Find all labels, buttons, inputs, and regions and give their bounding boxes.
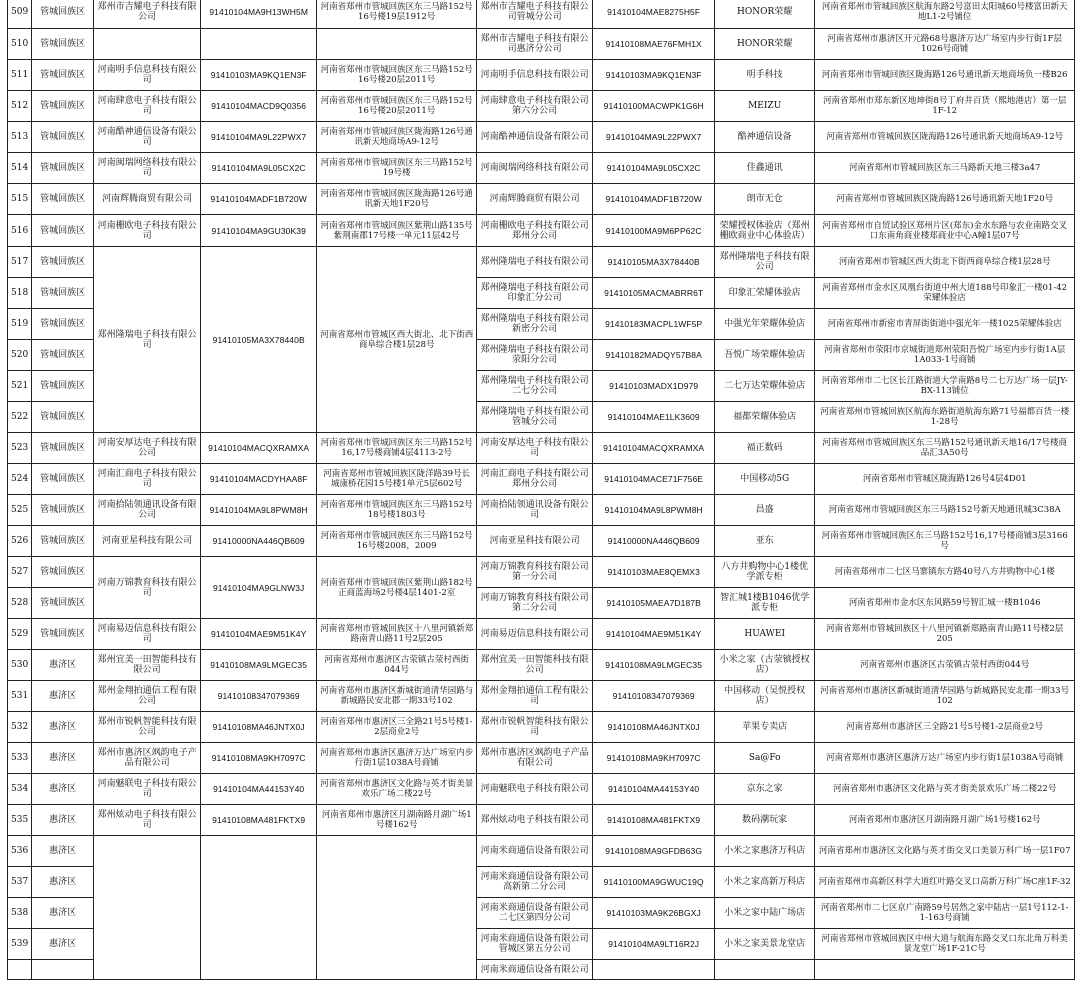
credit-code-cell: 91410104MA9GU30K39 (201, 215, 317, 247)
row-number-cell: 539 (8, 929, 32, 960)
branch-credit-code-cell: 91410100MACWPK1G6H (593, 91, 715, 122)
branch-credit-code-cell: 91410104MA44153Y40 (593, 774, 715, 805)
branch-credit-code-cell: 91410105MACMABRR6T (593, 278, 715, 309)
store-address-cell: 河南省郑州市管城回族区陇海路126号通讯新天地商场负一楼B26 (815, 60, 1075, 91)
row-number-cell: 522 (8, 402, 32, 433)
row-number-cell: 537 (8, 867, 32, 898)
store-address-cell: 河南省郑州市管城回族区中州大道与航海东路交叉口东北角万科美景龙堂广场1F-21C号 (815, 929, 1075, 960)
registered-address-cell: 河南省郑州市管城回族区东三马路152号18号楼1803号 (317, 495, 477, 526)
store-address-cell: 河南省郑州市自贸试验区郑州片区(郑东)金水东路与农业南路交叉口东南角商业楼郑商业中心A幢1层07号 (815, 215, 1075, 247)
store-sign-cell: 吾悦广场荣耀体验店 (715, 340, 815, 371)
row-number-cell: 527 (8, 557, 32, 588)
row-number-cell: 518 (8, 278, 32, 309)
company-name-cell: 郑州隆瑞电子科技有限公司 (94, 247, 201, 433)
district-cell: 管城回族区 (32, 557, 94, 588)
store-address-cell: 河南省郑州市管城回族区东三马路152号新天地通讯城3C38A (815, 495, 1075, 526)
row-number-cell: 531 (8, 681, 32, 712)
store-address-cell: 河南省郑州市荥阳市京城街道郑州荥阳吾悦广场室内步行街1A层1A033-1号商铺 (815, 340, 1075, 371)
company-name-cell: 河南辉腾商贸有限公司 (94, 184, 201, 215)
store-address-cell: 河南省郑州市管城回族区东三马路152号通讯新天地16/17号楼商品汇3A50号 (815, 433, 1075, 464)
row-number-cell: 536 (8, 836, 32, 867)
store-sign-cell: 小米之家惠济万科店 (715, 836, 815, 867)
district-cell: 管城回族区 (32, 153, 94, 184)
store-address-cell: 河南省郑州市管城回族区东三马路152号16,17号楼商铺3层3166号 (815, 526, 1075, 557)
branch-credit-code-cell: 91410104MAE8275H5F (593, 0, 715, 29)
company-name-cell: 河南万锦教育科技有限公司 (94, 557, 201, 619)
table-row (8, 526, 1075, 557)
branch-name-cell: 河南辉腾商贸有限公司 (477, 184, 593, 215)
credit-code-cell: 91410000NA446QB609 (201, 526, 317, 557)
registered-address-cell: 河南省郑州市管城回族区东三马路152号16号楼20层2011号 (317, 60, 477, 91)
branch-name-cell: 郑州市吉耀电子科技有限公司管城分公司 (477, 0, 593, 29)
credit-code-cell: 91410104MAE9M51K4Y (201, 619, 317, 650)
district-cell: 管城回族区 (32, 309, 94, 340)
credit-code-cell: 91410104MACDYHAA8F (201, 464, 317, 495)
row-number-cell: 511 (8, 60, 32, 91)
branch-name-cell: 郑州隆瑞电子科技有限公司荥阳分公司 (477, 340, 593, 371)
company-name-cell (94, 29, 201, 60)
branch-name-cell: 河南安厚达电子科技有限公司 (477, 433, 593, 464)
district-cell: 惠济区 (32, 650, 94, 681)
company-name-cell: 河南安厚达电子科技有限公司 (94, 433, 201, 464)
store-address-cell: 河南省郑州市管城回族区航海东路2号富田太阳城60号楼富田新天地L1-2号铺位 (815, 0, 1075, 29)
table-row (8, 29, 1075, 60)
registered-address-cell: 河南省郑州市管城回族区东三马路152号19号楼 (317, 153, 477, 184)
branch-name-cell: 河南米商通信设备有限公司管城区第五分公司 (477, 929, 593, 960)
district-cell: 管城回族区 (32, 278, 94, 309)
row-number-cell: 525 (8, 495, 32, 526)
branch-credit-code-cell: 91410105MAEA7D187B (593, 588, 715, 619)
store-sign-cell (715, 960, 815, 980)
store-sign-cell: 郑州隆瑞电子科技有限公司 (715, 247, 815, 278)
district-cell: 惠济区 (32, 929, 94, 960)
registered-address-cell: 河南省郑州市惠济区三全路21号5号楼1-2层商业2号 (317, 712, 477, 743)
table-row (8, 774, 1075, 805)
registered-address-cell (317, 836, 477, 980)
store-address-cell: 河南省郑州市管城回族区陇海路126号通讯新天地商场A9-12号 (815, 122, 1075, 153)
credit-code-cell: 91410104MA9L8PWM8H (201, 495, 317, 526)
store-sign-cell: 京东之家 (715, 774, 815, 805)
credit-code-cell (201, 836, 317, 980)
credit-code-cell: 91410104MACQXRAMXA (201, 433, 317, 464)
registered-address-cell: 河南省郑州市管城回族区东三马路152号16号楼19层1912号 (317, 0, 477, 29)
store-address-cell: 河南省郑州市惠济区开元路68号惠济万达广场室内步行街1F层1026号商铺 (815, 29, 1075, 60)
district-cell: 管城回族区 (32, 215, 94, 247)
row-number-cell: 534 (8, 774, 32, 805)
table-row (8, 60, 1075, 91)
branch-credit-code-cell: 91410182MADQY57B8A (593, 340, 715, 371)
table-row (8, 184, 1075, 215)
branch-name-cell: 郑州市惠济区飒韵电子产品有限公司 (477, 743, 593, 774)
table-row (8, 619, 1075, 650)
table-row (8, 681, 1075, 712)
row-number-cell: 519 (8, 309, 32, 340)
branch-credit-code-cell: 91410104MA9L05CX2C (593, 153, 715, 184)
credit-code-cell: 91410108MA481FKTX9 (201, 805, 317, 836)
store-address-cell: 河南省郑州市新密市青屏街街道中强光年一楼1025荣耀体验店 (815, 309, 1075, 340)
company-name-cell: 河南汇商电子科技有限公司 (94, 464, 201, 495)
store-sign-cell: Sa@Fo (715, 743, 815, 774)
store-address-cell: 河南省郑州市惠济区古荥镇古荥村西街044号 (815, 650, 1075, 681)
branch-name-cell: 河南万锦教育科技有限公司第二分公司 (477, 588, 593, 619)
credit-code-cell: 91410104MA9L05CX2C (201, 153, 317, 184)
table-row (8, 495, 1075, 526)
branch-name-cell: 郑州隆瑞电子科技有限公司 (477, 247, 593, 278)
store-sign-cell: 智汇城1楼B1046优学派专柜 (715, 588, 815, 619)
registered-address-cell: 河南省郑州市惠济区文化路与英才街美景欢乐广场二楼22号 (317, 774, 477, 805)
store-sign-cell: HUAWEI (715, 619, 815, 650)
store-address-cell: 河南省郑州市二七区长江路街道大学南路8号二七万达广场一层JY-BX-113铺位 (815, 371, 1075, 402)
branch-name-cell: 河南明手信息科技有限公司 (477, 60, 593, 91)
row-number-cell: 521 (8, 371, 32, 402)
store-sign-cell: 明手科技 (715, 60, 815, 91)
district-cell: 管城回族区 (32, 29, 94, 60)
table-row (8, 0, 1075, 29)
store-sign-cell: 荣耀授权体验店（郑州栅欧商业中心体验店） (715, 215, 815, 247)
credit-code-cell: 91410104MADF1B720W (201, 184, 317, 215)
company-name-cell: 郑州金翔拍通信工程有限公司 (94, 681, 201, 712)
branch-credit-code-cell: 91410000NA446QB609 (593, 526, 715, 557)
table-body (8, 0, 1075, 980)
store-address-cell: 河南省郑州市管城回族区航海东路街道航海东路71号福都百货一楼1-28号 (815, 402, 1075, 433)
store-sign-cell: 数码潮玩家 (715, 805, 815, 836)
store-list-table (7, 0, 1075, 980)
district-cell: 管城回族区 (32, 526, 94, 557)
store-sign-cell: MEIZU (715, 91, 815, 122)
store-sign-cell: 小米之家（古荥镇授权店） (715, 650, 815, 681)
credit-code-cell: 91410108MA9LMGEC35 (201, 650, 317, 681)
branch-name-cell: 河南易迈信息科技有限公司 (477, 619, 593, 650)
store-sign-cell: 酷神通信设备 (715, 122, 815, 153)
company-name-cell: 河南明手信息科技有限公司 (94, 60, 201, 91)
row-number-cell: 538 (8, 898, 32, 929)
row-number-cell: 510 (8, 29, 32, 60)
branch-name-cell: 郑州隆瑞电子科技有限公司新密分公司 (477, 309, 593, 340)
credit-code-cell: 91410105MA3X78440B (201, 247, 317, 433)
district-cell: 管城回族区 (32, 464, 94, 495)
district-cell: 管城回族区 (32, 91, 94, 122)
branch-credit-code-cell: 91410104MACQXRAMXA (593, 433, 715, 464)
credit-code-cell: 91410104MA44153Y40 (201, 774, 317, 805)
registered-address-cell: 河南省郑州市管城回族区紫荆山路135号紫荆南郡17号楼一单元11层42号 (317, 215, 477, 247)
row-number-cell: 529 (8, 619, 32, 650)
store-address-cell: 河南省郑州市惠济区新城街道清华园路与新城路民安北郡一期33号102 (815, 681, 1075, 712)
company-name-cell: 河南亚星科技有限公司 (94, 526, 201, 557)
store-address-cell: 河南省郑州市惠济区月湖南路月湖广场1号楼162号 (815, 805, 1075, 836)
branch-name-cell: 河南亚星科技有限公司 (477, 526, 593, 557)
row-number-cell: 535 (8, 805, 32, 836)
branch-credit-code-cell: 91410103MA9KQ1EN3F (593, 60, 715, 91)
row-number-cell (8, 960, 32, 980)
credit-code-cell (201, 29, 317, 60)
store-sign-cell: 中国移动5G (715, 464, 815, 495)
district-cell: 管城回族区 (32, 340, 94, 371)
branch-name-cell: 河南米商通信设备有限公司二七区第四分公司 (477, 898, 593, 929)
district-cell: 惠济区 (32, 681, 94, 712)
company-name-cell: 河南栅欧电子科技有限公司 (94, 215, 201, 247)
table-row (8, 153, 1075, 184)
branch-credit-code-cell: 91410108MAE76FMH1X (593, 29, 715, 60)
row-number-cell: 509 (8, 0, 32, 29)
row-number-cell: 532 (8, 712, 32, 743)
branch-credit-code-cell: 91410100MA9GWUC19Q (593, 867, 715, 898)
district-cell: 惠济区 (32, 867, 94, 898)
company-name-cell: 郑州炫动电子科技有限公司 (94, 805, 201, 836)
table-row (8, 557, 1075, 588)
branch-name-cell: 河南万锦教育科技有限公司第一分公司 (477, 557, 593, 588)
district-cell: 管城回族区 (32, 247, 94, 278)
store-address-cell (815, 960, 1075, 980)
credit-code-cell: 91410108347079369 (201, 681, 317, 712)
row-number-cell: 513 (8, 122, 32, 153)
registered-address-cell: 河南省郑州市管城回族区东三马路152号16号楼20层2011号 (317, 91, 477, 122)
store-sign-cell: 八方井购物中心1楼优学派专柜 (715, 557, 815, 588)
branch-credit-code-cell (593, 960, 715, 980)
store-address-cell: 河南省郑州市二七区京广南路59号居然之家中陆店一层1号112-1-1-163号商铺 (815, 898, 1075, 929)
store-sign-cell: 佳鑫通讯 (715, 153, 815, 184)
branch-name-cell: 郑州宜美一田智能科技有限公司 (477, 650, 593, 681)
credit-code-cell: 91410108MA9KH7097C (201, 743, 317, 774)
store-address-cell: 河南省郑州市管城回族区东三马路新天地三楼3a47 (815, 153, 1075, 184)
table-row (8, 122, 1075, 153)
company-name-cell: 郑州市惠济区飒韵电子产品有限公司 (94, 743, 201, 774)
table-row (8, 650, 1075, 681)
registered-address-cell: 河南省郑州市管城区西大街北、北下街西商阜综合楼1层28号 (317, 247, 477, 433)
branch-credit-code-cell: 91410108MA9LMGEC35 (593, 650, 715, 681)
branch-name-cell: 河南汇商电子科技有限公司郑州分公司 (477, 464, 593, 495)
branch-credit-code-cell: 91410104MADF1B720W (593, 184, 715, 215)
branch-name-cell: 河南拾陆领通讯设备有限公司 (477, 495, 593, 526)
registered-address-cell: 河南省郑州市惠济区惠济万达广场室内步行街1层1038A号商铺 (317, 743, 477, 774)
district-cell: 管城回族区 (32, 0, 94, 29)
branch-name-cell: 河南米商通信设备有限公司高新第二分公司 (477, 867, 593, 898)
table-row (8, 836, 1075, 867)
store-sign-cell: 小米之家美景龙堂店 (715, 929, 815, 960)
branch-name-cell: 郑州市吉耀电子科技有限公司惠济分公司 (477, 29, 593, 60)
branch-name-cell: 河南魅联电子科技有限公司 (477, 774, 593, 805)
row-number-cell: 517 (8, 247, 32, 278)
company-name-cell: 河南肆意电子科技有限公司 (94, 91, 201, 122)
branch-credit-code-cell: 91410104MA9L8PWM8H (593, 495, 715, 526)
row-number-cell: 512 (8, 91, 32, 122)
branch-name-cell: 河南肆意电子科技有限公司第六分公司 (477, 91, 593, 122)
branch-name-cell: 河南酷神通信设备有限公司 (477, 122, 593, 153)
branch-name-cell: 河南栅欧电子科技有限公司郑州分公司 (477, 215, 593, 247)
branch-name-cell: 郑州隆瑞电子科技有限公司管城分公司 (477, 402, 593, 433)
store-sign-cell: 福正数码 (715, 433, 815, 464)
district-cell: 惠济区 (32, 805, 94, 836)
store-address-cell: 河南省郑州市惠济区惠济万达广场室内步行街1层1038A号商铺 (815, 743, 1075, 774)
store-sign-cell: 印象汇荣耀体验店 (715, 278, 815, 309)
store-sign-cell: HONOR荣耀 (715, 0, 815, 29)
table-row (8, 91, 1075, 122)
registered-address-cell: 河南省郑州市惠济区古荥镇古荥村西街044号 (317, 650, 477, 681)
district-cell: 管城回族区 (32, 402, 94, 433)
branch-credit-code-cell: 91410104MA9L22PWX7 (593, 122, 715, 153)
store-sign-cell: 中强光年荣耀体验店 (715, 309, 815, 340)
company-name-cell (94, 836, 201, 980)
store-sign-cell: 苹果专卖店 (715, 712, 815, 743)
row-number-cell: 523 (8, 433, 32, 464)
branch-credit-code-cell: 91410108MA46JNTX0J (593, 712, 715, 743)
district-cell: 惠济区 (32, 898, 94, 929)
company-name-cell: 河南易迈信息科技有限公司 (94, 619, 201, 650)
branch-credit-code-cell: 91410104MACE71F756E (593, 464, 715, 495)
registered-address-cell: 河南省郑州市管城回族区陇洋路39号长城康桥花园15号楼1单元5层602号 (317, 464, 477, 495)
table-row (8, 712, 1075, 743)
table-row (8, 743, 1075, 774)
store-sign-cell: 朗市无仓 (715, 184, 815, 215)
credit-code-cell: 91410104MACD9Q0356 (201, 91, 317, 122)
branch-name-cell: 郑州金翔拍通信工程有限公司 (477, 681, 593, 712)
registered-address-cell (317, 29, 477, 60)
registered-address-cell: 河南省郑州市管城回族区陇海路126号通讯新天地1F20号 (317, 184, 477, 215)
store-address-cell: 河南省郑州市金水区东风路59号智汇城一楼B1046 (815, 588, 1075, 619)
district-cell: 惠济区 (32, 743, 94, 774)
store-sign-cell: 二七万达荣耀体验店 (715, 371, 815, 402)
branch-name-cell: 郑州隆瑞电子科技有限公司二七分公司 (477, 371, 593, 402)
branch-credit-code-cell: 91410108MA9GFDB63G (593, 836, 715, 867)
credit-code-cell: 91410104MA9L22PWX7 (201, 122, 317, 153)
store-address-cell: 河南省郑州市惠济区文化路与英才街美景欢乐广场二楼22号 (815, 774, 1075, 805)
credit-code-cell: 91410108MA46JNTX0J (201, 712, 317, 743)
district-cell: 管城回族区 (32, 619, 94, 650)
row-number-cell: 514 (8, 153, 32, 184)
row-number-cell: 526 (8, 526, 32, 557)
credit-code-cell: 91410103MA9KQ1EN3F (201, 60, 317, 91)
district-cell: 管城回族区 (32, 588, 94, 619)
branch-credit-code-cell: 91410103MADX1D979 (593, 371, 715, 402)
table-row (8, 433, 1075, 464)
district-cell: 管城回族区 (32, 122, 94, 153)
store-address-cell: 河南省郑州市金水区凤凰台街道中州大道188号印象汇一楼01-42荣耀体验店 (815, 278, 1075, 309)
store-address-cell: 河南省郑州市管城回族区十八里河镇新郑路南青山路11号楼2层205 (815, 619, 1075, 650)
store-sign-cell: 中国移动（吴悦授权店） (715, 681, 815, 712)
branch-name-cell: 郑州市锐帆智能科技有限公司 (477, 712, 593, 743)
store-sign-cell: 昌盛 (715, 495, 815, 526)
row-number-cell: 520 (8, 340, 32, 371)
registered-address-cell: 河南省郑州市惠济区新城街道清华园路与新城路民安北郡一期33号102 (317, 681, 477, 712)
branch-credit-code-cell: 91410100MA9M6PP62C (593, 215, 715, 247)
district-cell: 惠济区 (32, 836, 94, 867)
district-cell: 管城回族区 (32, 60, 94, 91)
branch-name-cell: 河南闽瑞网络科技有限公司 (477, 153, 593, 184)
row-number-cell: 524 (8, 464, 32, 495)
company-name-cell: 郑州市吉耀电子科技有限公司 (94, 0, 201, 29)
store-sign-cell: 福都荣耀体验店 (715, 402, 815, 433)
branch-credit-code-cell: 91410104MA9LT16R2J (593, 929, 715, 960)
store-address-cell: 河南省郑州市高新区科学大道红叶路交叉口高新万科广场C座1F-32 (815, 867, 1075, 898)
branch-credit-code-cell: 91410108347079369 (593, 681, 715, 712)
credit-code-cell: 91410104MA9H13WH5M (201, 0, 317, 29)
store-sign-cell: 小米之家高新万科店 (715, 867, 815, 898)
table-row (8, 805, 1075, 836)
branch-name-cell: 郑州隆瑞电子科技有限公司印象汇分公司 (477, 278, 593, 309)
registered-address-cell: 河南省郑州市惠济区月湖南路月湖广场1号楼162号 (317, 805, 477, 836)
store-address-cell: 河南省郑州市惠济区文化路与英才街交叉口美景万科广场一层1F07 (815, 836, 1075, 867)
store-address-cell: 河南省郑州市惠济区三全路21号5号楼1-2层商业2号 (815, 712, 1075, 743)
branch-credit-code-cell: 91410108MA9KH7097C (593, 743, 715, 774)
branch-credit-code-cell: 91410183MACPL1WF5P (593, 309, 715, 340)
company-name-cell: 河南闽瑞网络科技有限公司 (94, 153, 201, 184)
registered-address-cell: 河南省郑州市管城回族区十八里河镇新郑路南青山路11号2层205 (317, 619, 477, 650)
district-cell (32, 960, 94, 980)
district-cell: 管城回族区 (32, 184, 94, 215)
branch-credit-code-cell: 91410108MA481FKTX9 (593, 805, 715, 836)
district-cell: 管城回族区 (32, 371, 94, 402)
branch-credit-code-cell: 91410103MAE8QEMX3 (593, 557, 715, 588)
branch-credit-code-cell: 91410105MA3X78440B (593, 247, 715, 278)
company-name-cell: 郑州市锐帆智能科技有限公司 (94, 712, 201, 743)
branch-credit-code-cell: 91410104MAE1LK3609 (593, 402, 715, 433)
branch-name-cell: 河南米商通信设备有限公司 (477, 960, 593, 980)
company-name-cell: 河南魅联电子科技有限公司 (94, 774, 201, 805)
branch-name-cell: 河南米商通信设备有限公司 (477, 836, 593, 867)
store-sign-cell: 小米之家中陆广场店 (715, 898, 815, 929)
table-row (8, 464, 1075, 495)
credit-code-cell: 91410104MA9GLNW3J (201, 557, 317, 619)
district-cell: 管城回族区 (32, 495, 94, 526)
registered-address-cell: 河南省郑州市管城回族区东三马路152号16,17号楼商铺4层4113-2号 (317, 433, 477, 464)
store-address-cell: 河南省郑州市管城区陇海路126号4层4D01 (815, 464, 1075, 495)
row-number-cell: 528 (8, 588, 32, 619)
registered-address-cell: 河南省郑州市管城回族区东三马路152号16号楼2008，2009 (317, 526, 477, 557)
row-number-cell: 516 (8, 215, 32, 247)
registered-address-cell: 河南省郑州市管城回族区陇海路126号通讯新天地商场A9-12号 (317, 122, 477, 153)
store-address-cell: 河南省郑州市管城回族区陇海路126号通讯新天地1F20号 (815, 184, 1075, 215)
branch-name-cell: 郑州炫动电子科技有限公司 (477, 805, 593, 836)
store-address-cell: 河南省郑州市二七区马寨镇东方路40号八方井购物中心1楼 (815, 557, 1075, 588)
district-cell: 惠济区 (32, 774, 94, 805)
registered-address-cell: 河南省郑州市管城回族区紫荆山路182号正商蓝海场2号楼4层1401-2室 (317, 557, 477, 619)
store-sign-cell: 亚东 (715, 526, 815, 557)
company-name-cell: 河南拾陆领通讯设备有限公司 (94, 495, 201, 526)
store-sign-cell: HONOR荣耀 (715, 29, 815, 60)
row-number-cell: 530 (8, 650, 32, 681)
row-number-cell: 533 (8, 743, 32, 774)
store-address-cell: 河南省郑州市郑东新区地坤街8号丁府井百货（熙地港店）第一层1F-12 (815, 91, 1075, 122)
branch-credit-code-cell: 91410104MAE9M51K4Y (593, 619, 715, 650)
table-row (8, 215, 1075, 247)
district-cell: 惠济区 (32, 712, 94, 743)
table-row (8, 247, 1075, 278)
branch-credit-code-cell: 91410103MA9K26BGXJ (593, 898, 715, 929)
row-number-cell: 515 (8, 184, 32, 215)
store-address-cell: 河南省郑州市管城区西大街北下街西商阜综合楼1层28号 (815, 247, 1075, 278)
company-name-cell: 郑州宜美一田智能科技有限公司 (94, 650, 201, 681)
district-cell: 管城回族区 (32, 433, 94, 464)
company-name-cell: 河南酷神通信设备有限公司 (94, 122, 201, 153)
